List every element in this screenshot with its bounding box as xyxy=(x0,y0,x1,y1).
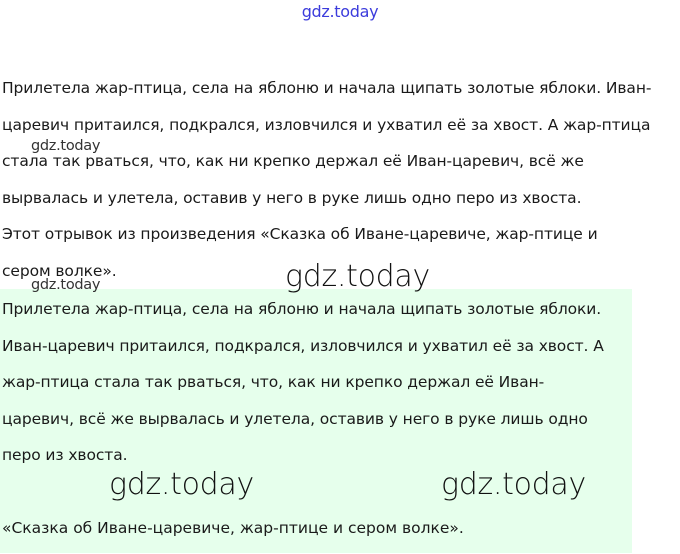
answer-line: перо из хвоста. xyxy=(2,446,128,464)
question-line: вырвалась и улетела, оставив у него в руке лишь одно перо из хвоста. xyxy=(2,188,582,207)
answer-text xyxy=(2,291,604,474)
question-line: Прилетела жар-птица, села на яблоню и начала щипать золотые яблоки. Иван- xyxy=(2,79,652,97)
answer-block xyxy=(0,289,632,553)
question-line: Этот отрывок из произведения «Сказка об Иване-царевиче, жар-птице и xyxy=(2,225,598,243)
watermark-large: gdz.today xyxy=(109,467,254,502)
watermark-large: gdz.today xyxy=(441,467,586,502)
answer-line: царевич, всё же вырвалась и улетела, оставив у него в руке лишь одно xyxy=(2,409,588,428)
watermark-small: gdz.today xyxy=(31,138,101,154)
question-text-block xyxy=(2,70,678,289)
question-line: царевич притаился, подкрался, изловчился и ухватил её за хвост. А жар-птица xyxy=(2,115,651,134)
watermark-small: gdz.today xyxy=(31,277,101,293)
question-line: сером волке». xyxy=(2,261,117,280)
answer-line: Иван-царевич притаился, подкрался, изловчился и ухватил её за хвост. А xyxy=(2,336,604,355)
watermark-large: gdz.today xyxy=(285,259,430,294)
answer-line: жар-птица стала так рваться, что, как ни крепко держал её Иван- xyxy=(2,373,545,391)
question-line: стала так рваться, что, как ни крепко держал её Иван-царевич, всё же xyxy=(2,152,584,170)
answer-source: «Сказка об Иване-царевиче, жар-птице и сером волке». xyxy=(2,519,464,537)
answer-line: Прилетела жар-птица, села на яблоню и начала щипать золотые яблоки. xyxy=(2,300,602,318)
header-watermark: gdz.today xyxy=(301,2,379,21)
